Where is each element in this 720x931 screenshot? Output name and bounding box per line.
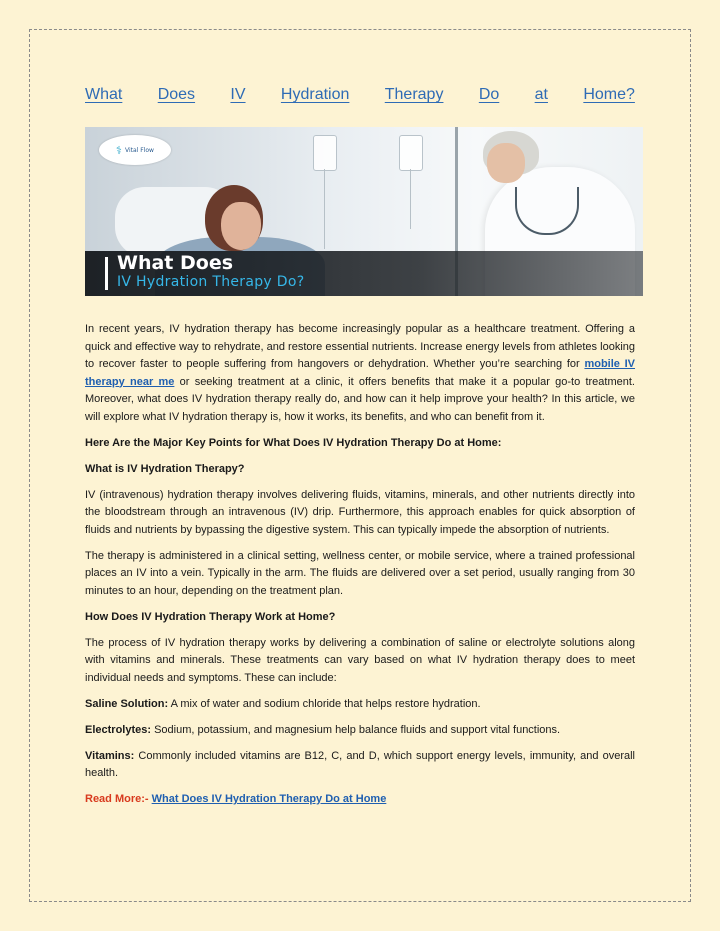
item-text: Sodium, potassium, and magnesium help balance fluids and support vital functions. [151, 723, 561, 736]
page-title [85, 86, 635, 104]
patient-face [221, 202, 261, 250]
title-word: Do [478, 86, 500, 103]
doctor-face [487, 143, 525, 183]
intro-text: or seeking treatment at a clinic, it offers benefits that make it a popular go-to treatment. Moreover, what does IV hydration therapy really do, and how can it help improve your health? In this article, we will explore what IV hydration therapy is, how it works, its benefits, and who can benefit from it. [85, 375, 635, 423]
iv-bag-icon [399, 135, 423, 171]
administration-paragraph: The therapy is administered in a clinical setting, wellness center, or mobile service, where a trained professional places an IV into a vein. Typically in the arm. The fluids are delivered over a set period, usually ranging from 30 minutes to an hour, depending on the treatment plan. [85, 549, 635, 597]
intro-text: In recent years, IV hydration therapy has become increasingly popular as a healthcare treatment. Offering a quick and effective way to rehydrate, and restore essential nutrients. Increase energy levels from athletes looking to recover faster to people suffering from hangovers or dehydration. Whether you’re searching for [85, 323, 635, 370]
mobile-iv-link[interactable]: mobile IV therapy near me [85, 358, 636, 388]
item-label: Saline Solution: [85, 697, 169, 710]
brand-logo [99, 135, 171, 165]
read-more-line [85, 791, 635, 809]
read-more-link[interactable]: What Does IV Hydration Therapy Do at Home [151, 793, 387, 805]
hero-caption-line2: IV Hydration Therapy Do? [117, 274, 305, 290]
iv-tube [324, 169, 325, 249]
title-word: Does [157, 86, 196, 103]
key-points-heading: Here Are the Major Key Points for What Does IV Hydration Therapy Do at Home: [85, 436, 502, 449]
logo-text: Vital Flow [125, 146, 154, 154]
what-is-heading: What is IV Hydration Therapy? [85, 462, 245, 475]
list-item-electrolytes [85, 722, 635, 740]
list-item-vitamins [85, 748, 635, 783]
how-it-works-paragraph: The process of IV hydration therapy works by delivering a combination of saline or electrolyte solutions along with vitamins and minerals. These treatments can vary based on what IV hydration therapy does to meet individual needs and symptoms. These can include: [85, 636, 635, 684]
list-item-saline [85, 696, 635, 714]
hero-caption [85, 251, 643, 296]
hero-image [85, 127, 643, 296]
item-text: Commonly included vitamins are B12, C, and D, which support energy levels, immunity, and overall health. [85, 749, 635, 779]
iv-tube [410, 169, 411, 229]
intro-paragraph [85, 321, 635, 426]
how-it-works-heading: How Does IV Hydration Therapy Work at Home? [85, 610, 336, 623]
item-label: Vitamins: [85, 749, 135, 762]
title-word: Hydration [280, 86, 350, 103]
hero-caption-line1: What Does [117, 252, 234, 274]
title-word: What [85, 86, 123, 103]
item-label: Electrolytes: [85, 723, 152, 736]
article-body [85, 321, 635, 817]
iv-bag-icon [313, 135, 337, 171]
title-word: IV [230, 86, 246, 103]
item-text: A mix of water and sodium chloride that helps restore hydration. [168, 697, 481, 710]
logo-mark-icon: ⚕ [116, 143, 122, 157]
title-word: Therapy [384, 86, 444, 103]
what-is-paragraph: IV (intravenous) hydration therapy involves delivering fluids, vitamins, minerals, and other nutrients directly into the bloodstream through an intravenous (IV) drip. Furthermore, this approach enables for quick absorption of fluids and nutrients by bypassing the digestive system. This can typically impede the absorption of nutrients. [85, 488, 635, 536]
caption-bar [105, 257, 108, 290]
title-word: Home? [583, 86, 635, 103]
title-word: at [534, 86, 548, 103]
read-more-label: Read More:- [85, 793, 149, 805]
